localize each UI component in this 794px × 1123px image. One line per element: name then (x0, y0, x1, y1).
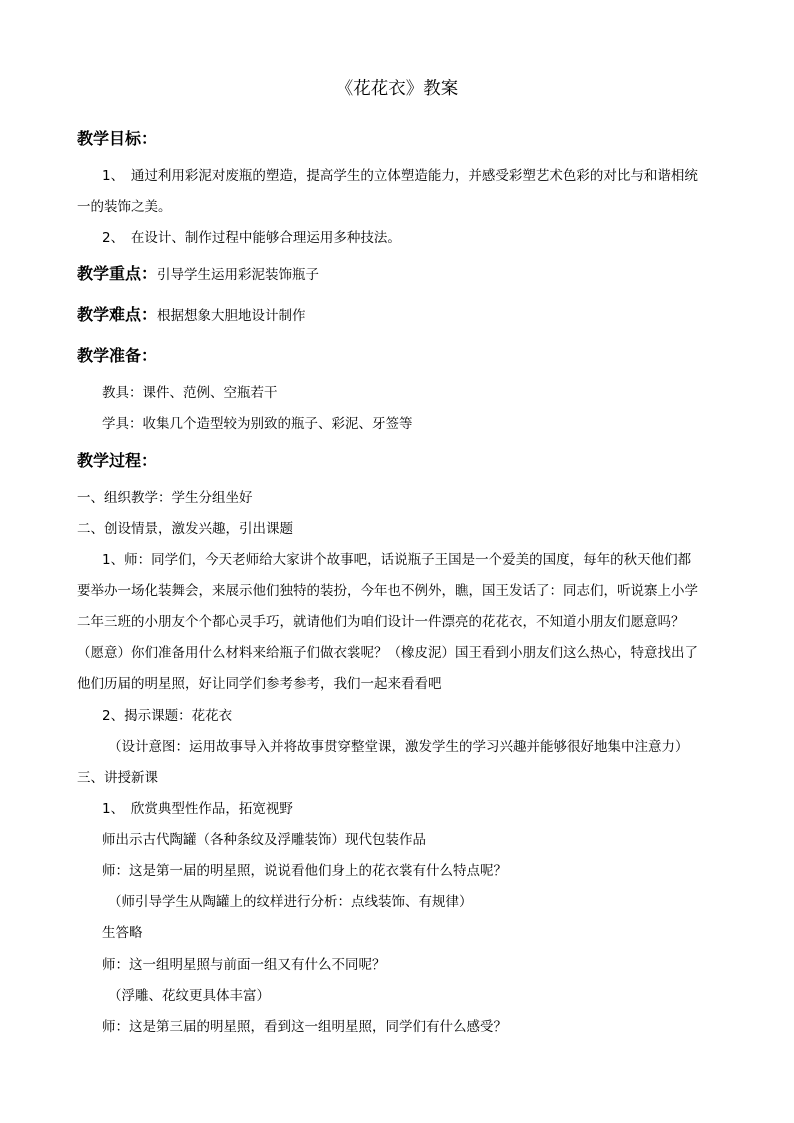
process-heading (77, 451, 157, 472)
process-line: （愿意）你们准备用什么材料来给瓶子们做衣裳呢？（橡皮泥）国王看到小朋友们这么热心，特意找出了 (77, 645, 698, 661)
process-line: 生答略 (102, 925, 143, 941)
process-heading-text: 教学过程： (77, 451, 158, 470)
objective-2: 2、 在设计、制作过程中能够合理运用多种技法。 (102, 230, 401, 246)
process-line: （设计意图：运用故事导入并将故事贯穿整堂课，激发学生的学习兴趣并能够很好地集中注意力） (108, 739, 689, 755)
objective-1-line-1: 1、 通过利用彩泥对废瓶的塑造，提高学生的立体塑造能力，并感受彩塑艺术色彩的对比与和谐相统 (102, 168, 698, 184)
key-point-heading: 教学重点： (77, 264, 158, 283)
document-title: 《花花衣》教案 (335, 79, 459, 99)
process-line: （师引导学生从陶罐上的纹样进行分析：点线装饰、有规律） (108, 894, 473, 910)
process-line: 二年三班的小朋友个个都心灵手巧，就请他们为咱们设计一件漂亮的花花衣，不知道小朋友们愿意吗？ (77, 614, 685, 630)
difficulty (77, 305, 306, 326)
process-line: （浮雕、花纹更具体丰富） (108, 988, 270, 1004)
objectives-heading-text: 教学目标： (77, 129, 158, 148)
preparation-heading-text: 教学准备： (77, 346, 158, 365)
process-line: 他们历届的明星照，好让同学们参考参考，我们一起来看看吧 (77, 676, 442, 692)
difficulty-text: 根据想象大胆地设计制作 (157, 308, 306, 324)
preparation-heading (77, 346, 157, 367)
key-point (77, 264, 319, 285)
preparation-student: 学具：收集几个造型较为别致的瓶子、彩泥、牙签等 (102, 416, 413, 432)
process-line: 2、揭示课题：花花衣 (102, 708, 233, 724)
process-line: 二、创设情景，激发兴趣，引出课题 (77, 521, 293, 537)
process-line: 要举办一场化装舞会，来展示他们独特的装扮，今年也不例外，瞧，国王发话了：同志们，听说寨上小学 (77, 583, 698, 599)
process-line: 师：这是第三届的明星照，看到这一组明星照，同学们有什么感受？ (102, 1019, 507, 1035)
process-line: 1、 欣赏典型性作品，拓宽视野 (102, 801, 293, 817)
objectives-heading (77, 129, 157, 150)
process-line: 1、师：同学们，今天老师给大家讲个故事吧，话说瓶子王国是一个爱美的国度，每年的秋天他们都 (102, 552, 692, 568)
process-line: 三、讲授新课 (77, 770, 158, 786)
process-line: 师出示古代陶罐（各种条纹及浮雕装饰）现代包装作品 (102, 832, 426, 848)
difficulty-heading: 教学难点： (77, 305, 158, 324)
objective-1-line-2: 一的装饰之美。 (77, 199, 172, 215)
key-point-text: 引导学生运用彩泥装饰瓶子 (157, 267, 320, 283)
process-line: 一、组织教学：学生分组坐好 (77, 490, 253, 506)
preparation-teacher: 教具：课件、范例、空瓶若干 (102, 385, 278, 401)
process-line: 师：这一组明星照与前面一组又有什么不同呢？ (102, 957, 386, 973)
process-line: 师：这是第一届的明星照，说说看他们身上的花衣裳有什么特点呢？ (102, 863, 507, 879)
